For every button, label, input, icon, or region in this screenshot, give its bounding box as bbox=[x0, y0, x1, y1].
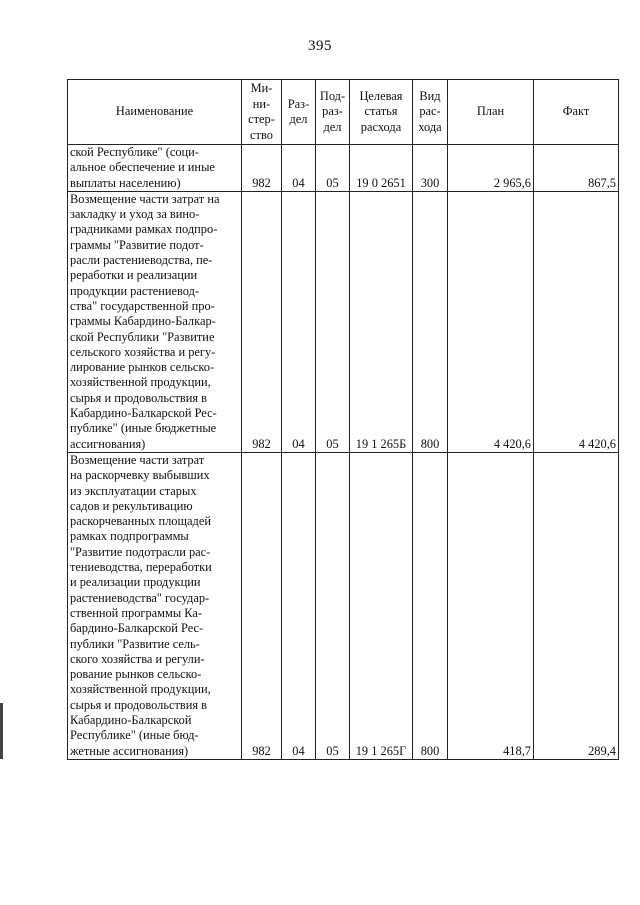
row-name: Возмещение части затрат на раскорчевку выбывших из эксплуатации старых садов и рекультивацию раскорчеванных площадей рамках подпрограммы "Развитие подотрасли рас- тениеводства, переработки и реализации продукции растениеводства" государ- ственной программы Ка- бардино-Балкарской Рес- публики "Развитие сель- ского хозяйства и регули- рование рынков сельско- хозяйственной продукции, сырья и продовольствия в Кабардино-Балкарской Республике" (иные бюд- жетные ассигнования) bbox=[68, 452, 242, 759]
header-fact: Факт bbox=[534, 80, 619, 145]
header-subsection: Под- раз- дел bbox=[316, 80, 350, 145]
header-plan: План bbox=[448, 80, 534, 145]
row-plan: 4 420,6 bbox=[448, 191, 534, 452]
header-expense-type: Вид рас- хода bbox=[413, 80, 448, 145]
row-target-item: 19 0 2651 bbox=[350, 145, 413, 192]
row-subsection: 05 bbox=[316, 452, 350, 759]
row-expense-type: 800 bbox=[413, 191, 448, 452]
header-ministry: Ми- ни- стер- ство bbox=[242, 80, 282, 145]
row-expense-type: 300 bbox=[413, 145, 448, 192]
row-fact: 4 420,6 bbox=[534, 191, 619, 452]
row-subsection: 05 bbox=[316, 191, 350, 452]
table-row bbox=[68, 145, 619, 192]
scan-margin-mark bbox=[0, 703, 3, 759]
row-ministry: 982 bbox=[242, 145, 282, 192]
row-plan: 2 965,6 bbox=[448, 145, 534, 192]
row-subsection: 05 bbox=[316, 145, 350, 192]
table-row bbox=[68, 452, 619, 759]
row-section: 04 bbox=[282, 452, 316, 759]
row-target-item: 19 1 265Г bbox=[350, 452, 413, 759]
row-section: 04 bbox=[282, 145, 316, 192]
page-number: 395 bbox=[308, 38, 332, 54]
header-name: Наименование bbox=[68, 80, 242, 145]
row-plan: 418,7 bbox=[448, 452, 534, 759]
row-target-item: 19 1 265Б bbox=[350, 191, 413, 452]
budget-table bbox=[67, 79, 619, 760]
header-target-item: Целевая статья расхода bbox=[350, 80, 413, 145]
header-section: Раз- дел bbox=[282, 80, 316, 145]
row-fact: 289,4 bbox=[534, 452, 619, 759]
table-header-row bbox=[68, 80, 619, 145]
table-row bbox=[68, 191, 619, 452]
row-section: 04 bbox=[282, 191, 316, 452]
row-ministry: 982 bbox=[242, 191, 282, 452]
row-name: Возмещение части затрат на закладку и уход за вино- градниками рамках подпро- граммы "Развитие подот- расли растениеводства, пе- реработки и реализации продукции растениевод- ства" государственной про- граммы Кабардино-Балкар- ской Республики "Развитие сельского хозяйства и регу- лирование рынков сельско- хозяйственной продукции, сырья и продовольствия в Кабардино-Балкарской Рес- публике" (иные бюджетные ассигнования) bbox=[68, 191, 242, 452]
row-expense-type: 800 bbox=[413, 452, 448, 759]
row-fact: 867,5 bbox=[534, 145, 619, 192]
row-name: ской Республике" (соци- альное обеспечение и иные выплаты населению) bbox=[68, 145, 242, 192]
row-ministry: 982 bbox=[242, 452, 282, 759]
